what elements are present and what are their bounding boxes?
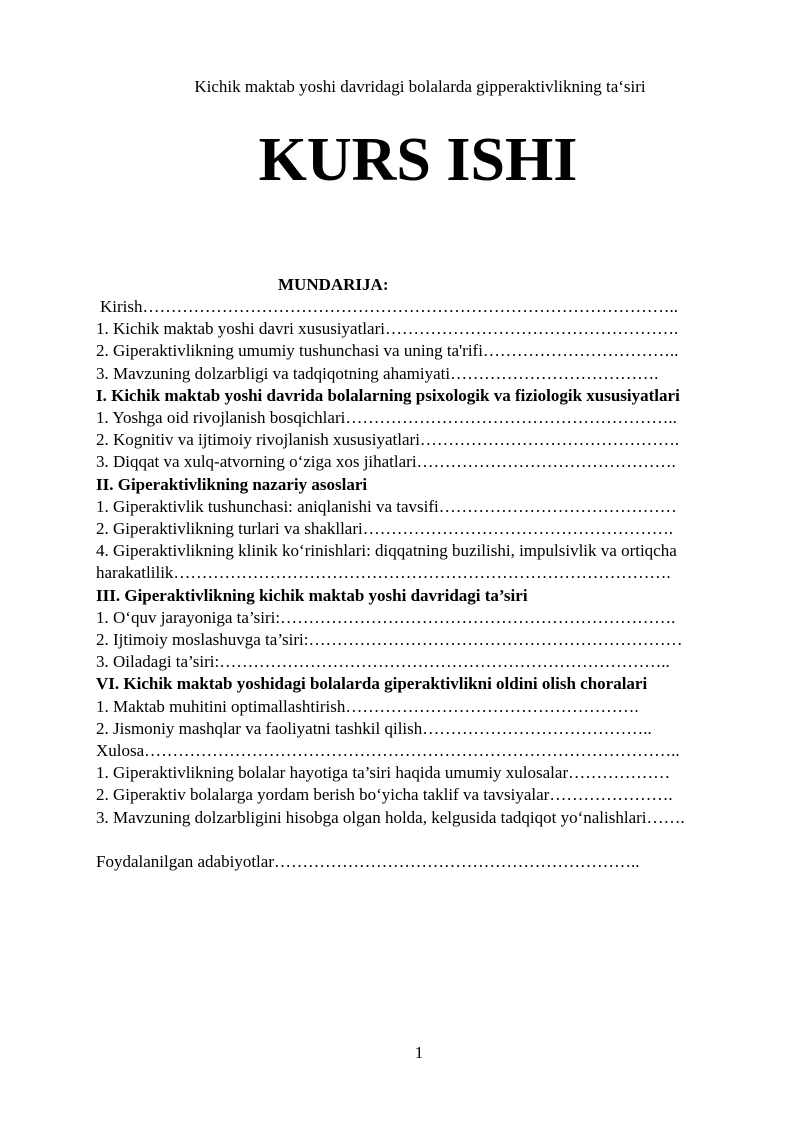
- toc-entry-conclusion: Xulosa…………………………………………………………………………………..: [96, 741, 680, 761]
- document-title: KURS ISHI: [258, 126, 578, 194]
- toc-entry: harakatlilik…………………………………………………………………………….: [96, 563, 671, 583]
- toc-entry: 2. Giperaktivlikning umumiy tushunchasi va uning ta'rifi……………………………..: [96, 341, 679, 361]
- toc-entry: 1. Kichik maktab yoshi davri xususiyatlari…………………………………………….: [96, 319, 679, 339]
- table-of-contents: [96, 296, 746, 873]
- toc-chapter-heading: I. Kichik maktab yoshi davrida bolalarning psixologik va fiziologik xususiyatlari: [96, 385, 680, 405]
- spacer: [96, 829, 746, 851]
- toc-entry: 2. Ijtimoiy moslashuvga ta’siri:…………………………………………………………: [96, 630, 683, 650]
- toc-entry: 2. Giperaktivlikning turlari va shakllari……………………………………………….: [96, 519, 673, 539]
- toc-entry: 1. Giperaktivlik tushunchasi: aniqlanishi va tavsifi……………………………………: [96, 496, 677, 516]
- toc-heading: MUNDARIJA:: [278, 275, 389, 294]
- toc-chapter-heading: II. Giperaktivlikning nazariy asoslari: [96, 474, 368, 494]
- toc-chapter-heading: VI. Kichik maktab yoshidagi bolalarda giperaktivlikni oldini olish choralari: [96, 674, 648, 694]
- toc-entry: 3. Mavzuning dolzarbligini hisobga olgan holda, kelgusida tadqiqot yo‘nalishlari…….: [96, 807, 685, 827]
- toc-entry: 2. Giperaktiv bolalarga yordam berish bo‘yicha taklif va tavsiyalar………………….: [96, 785, 673, 805]
- toc-entry: 2. Jismoniy mashqlar va faoliyatni tashkil qilish…………………………………..: [96, 718, 652, 738]
- page-number: 1: [414, 1043, 424, 1062]
- toc-entry: 4. Giperaktivlikning klinik ko‘rinishlari: diqqatning buzilishi, impulsivlik va ortiqcha: [96, 541, 677, 561]
- document-subtitle: Kichik maktab yoshi davridagi bolalarda gipperaktivlikning ta‘siri: [194, 77, 646, 96]
- toc-entry-references: Foydalanilgan adabiyotlar………………………………………………………..: [96, 851, 640, 871]
- toc-entry: 1. O‘quv jarayoniga ta’siri:…………………………………………………………….: [96, 607, 676, 627]
- toc-entry: 1. Yoshga oid rivojlanish bosqichlari…………………………………………………..: [96, 408, 677, 428]
- toc-entry: 3. Mavzuning dolzarbligi va tadqiqotning ahamiyati……………………………….: [96, 363, 659, 383]
- toc-entry-introduction: Kirish…………………………………………………………………………………..: [100, 297, 678, 316]
- toc-entry: 1. Giperaktivlikning bolalar hayotiga ta’siri haqida umumiy xulosalar………………: [96, 763, 671, 783]
- toc-entry: 3. Oiladagi ta’siri:……………………………………………………………………..: [96, 652, 670, 672]
- toc-entry: 1. Maktab muhitini optimallashtirish…………………………………………….: [96, 696, 639, 716]
- toc-entry: 3. Diqqat va xulq-atvorning o‘ziga xos jihatlari……………………………………….: [96, 452, 676, 472]
- toc-chapter-heading: III. Giperaktivlikning kichik maktab yoshi davridagi ta’siri: [96, 585, 528, 605]
- toc-entry: 2. Kognitiv va ijtimoiy rivojlanish xususiyatlari……………………………………….: [96, 430, 680, 450]
